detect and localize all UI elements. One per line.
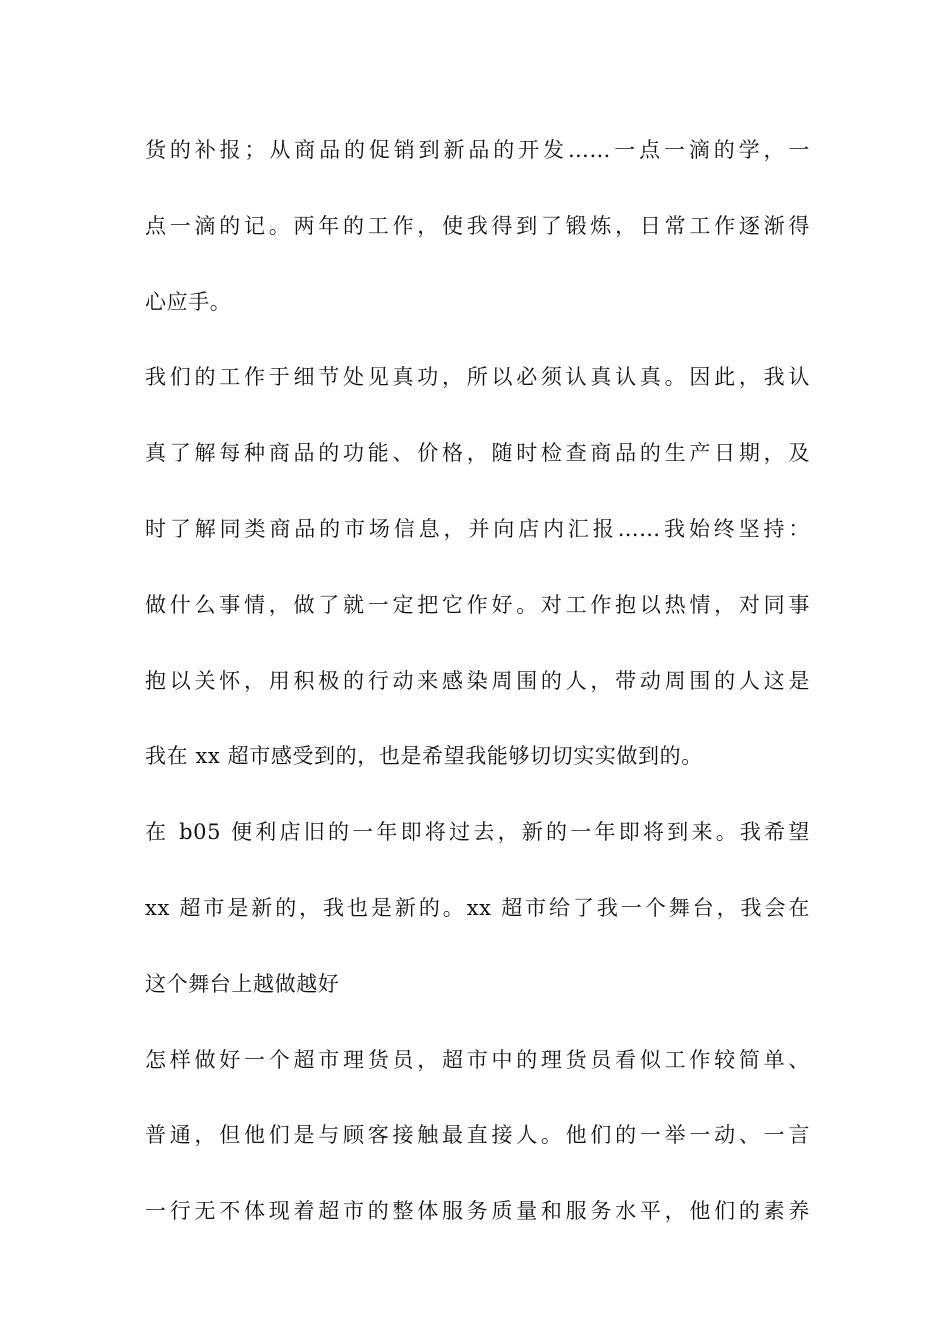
text-line: 抱以关怀，用积极的行动来感染周围的人，带动周围的人这是 [145, 668, 810, 693]
text-line: 我在 xx 超市感受到的，也是希望我能够切切实实做到的。 [145, 744, 703, 769]
text-line: 货的补报；从商品的促销到新品的开发……一点一滴的学，一 [145, 138, 810, 162]
text-line: 时了解同类商品的市场信息，并向店内汇报……我始终坚持： [145, 516, 810, 541]
text-line: 怎样做好一个超市理货员，超市中的理货员看似工作较简单、 [145, 1047, 810, 1072]
text-line: 心应手。 [145, 289, 232, 314]
text-line: 普通，但他们是与顾客接触最直接人。他们的一举一动、一言 [145, 1123, 810, 1148]
text-line: 一行无不体现着超市的整体服务质量和服务水平，他们的素养 [145, 1199, 810, 1224]
text-line: 我们的工作于细节处见真功，所以必须认真认真。因此，我认 [145, 365, 810, 390]
text-line: 做什么事情，做了就一定把它作好。对工作抱以热情，对同事 [145, 592, 810, 617]
text-line: 这个舞台上越做越好 [145, 971, 340, 996]
text-line: 点一滴的记。两年的工作，使我得到了锻炼，日常工作逐渐得 [145, 213, 810, 238]
text-line: xx 超市是新的，我也是新的。xx 超市给了我一个舞台，我会在 [145, 895, 810, 920]
text-line: 在 b05 便利店旧的一年即将过去，新的一年即将到来。我希望 [145, 820, 810, 845]
body-text [145, 128, 810, 1265]
text-line: 真了解每种商品的功能、价格，随时检查商品的生产日期，及 [145, 441, 810, 466]
